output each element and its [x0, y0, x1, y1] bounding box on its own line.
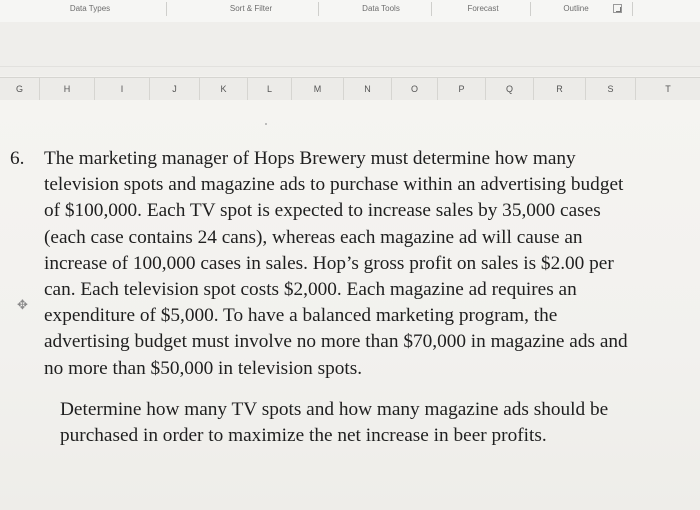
column-header-m[interactable]: M [292, 78, 344, 100]
question-line: (each case contains 24 cans), whereas each magazine ad will cause an [44, 226, 583, 248]
question-line: expenditure of $5,000. To have a balanced marketing program, the [44, 305, 558, 327]
question-line: of $100,000. Each TV spot is expected to increase sales by 35,000 cases [44, 200, 601, 222]
ribbon-separator [632, 2, 633, 16]
question-body [44, 146, 694, 382]
column-header-h[interactable]: H [40, 78, 95, 100]
followup-line: Determine how many TV spots and how many magazine ads should be [60, 399, 609, 420]
divider [0, 66, 700, 67]
ribbon-group-data-types[interactable]: Data Types [69, 4, 111, 13]
ribbon-separator [431, 2, 432, 16]
question-number: 6. [10, 148, 25, 169]
move-cursor-icon: ✥ [17, 298, 28, 313]
question-line: no more than $50,000 in television spots. [44, 357, 363, 379]
column-header-n[interactable]: N [344, 78, 392, 100]
column-header-r[interactable]: R [534, 78, 586, 100]
ribbon-separator [318, 2, 319, 16]
ribbon-group-forecast[interactable]: Forecast [467, 4, 499, 13]
ribbon-group-data-tools[interactable]: Data Tools [362, 4, 400, 13]
worksheet-area[interactable] [0, 100, 700, 510]
column-header-row [0, 77, 700, 101]
dialog-launcher-icon[interactable] [613, 4, 622, 13]
formula-area [0, 22, 700, 76]
column-header-s[interactable]: S [586, 78, 636, 100]
question-line: increase of 100,000 cases in sales. Hop’s gross profit on sales is $2.00 per [44, 252, 614, 274]
ribbon-separator [166, 2, 167, 16]
column-header-q[interactable]: Q [486, 78, 534, 100]
question-followup [60, 397, 690, 449]
column-header-k[interactable]: K [200, 78, 248, 100]
followup-line: purchased in order to maximize the net increase in beer profits. [60, 425, 547, 446]
question-line: advertising budget must involve no more than $70,000 in magazine ads and [44, 331, 628, 353]
column-header-o[interactable]: O [392, 78, 438, 100]
column-header-i[interactable]: I [95, 78, 150, 100]
ribbon-bar [0, 0, 700, 23]
ribbon-separator [530, 2, 531, 16]
question-line: television spots and magazine ads to purchase within an advertising budget [44, 174, 624, 196]
column-header-p[interactable]: P [438, 78, 486, 100]
column-header-t[interactable]: T [665, 84, 671, 94]
column-header-g[interactable]: G [0, 78, 40, 100]
cell-marker [265, 123, 267, 125]
ribbon-group-sort-filter[interactable]: Sort & Filter [229, 4, 273, 13]
question-line: can. Each television spot costs $2,000. Each magazine ad requires an [44, 279, 577, 301]
question-line: The marketing manager of Hops Brewery must determine how many [44, 148, 576, 169]
column-header-l[interactable]: L [248, 78, 292, 100]
ribbon-group-outline[interactable]: Outline [563, 4, 589, 13]
column-header-j[interactable]: J [150, 78, 200, 100]
